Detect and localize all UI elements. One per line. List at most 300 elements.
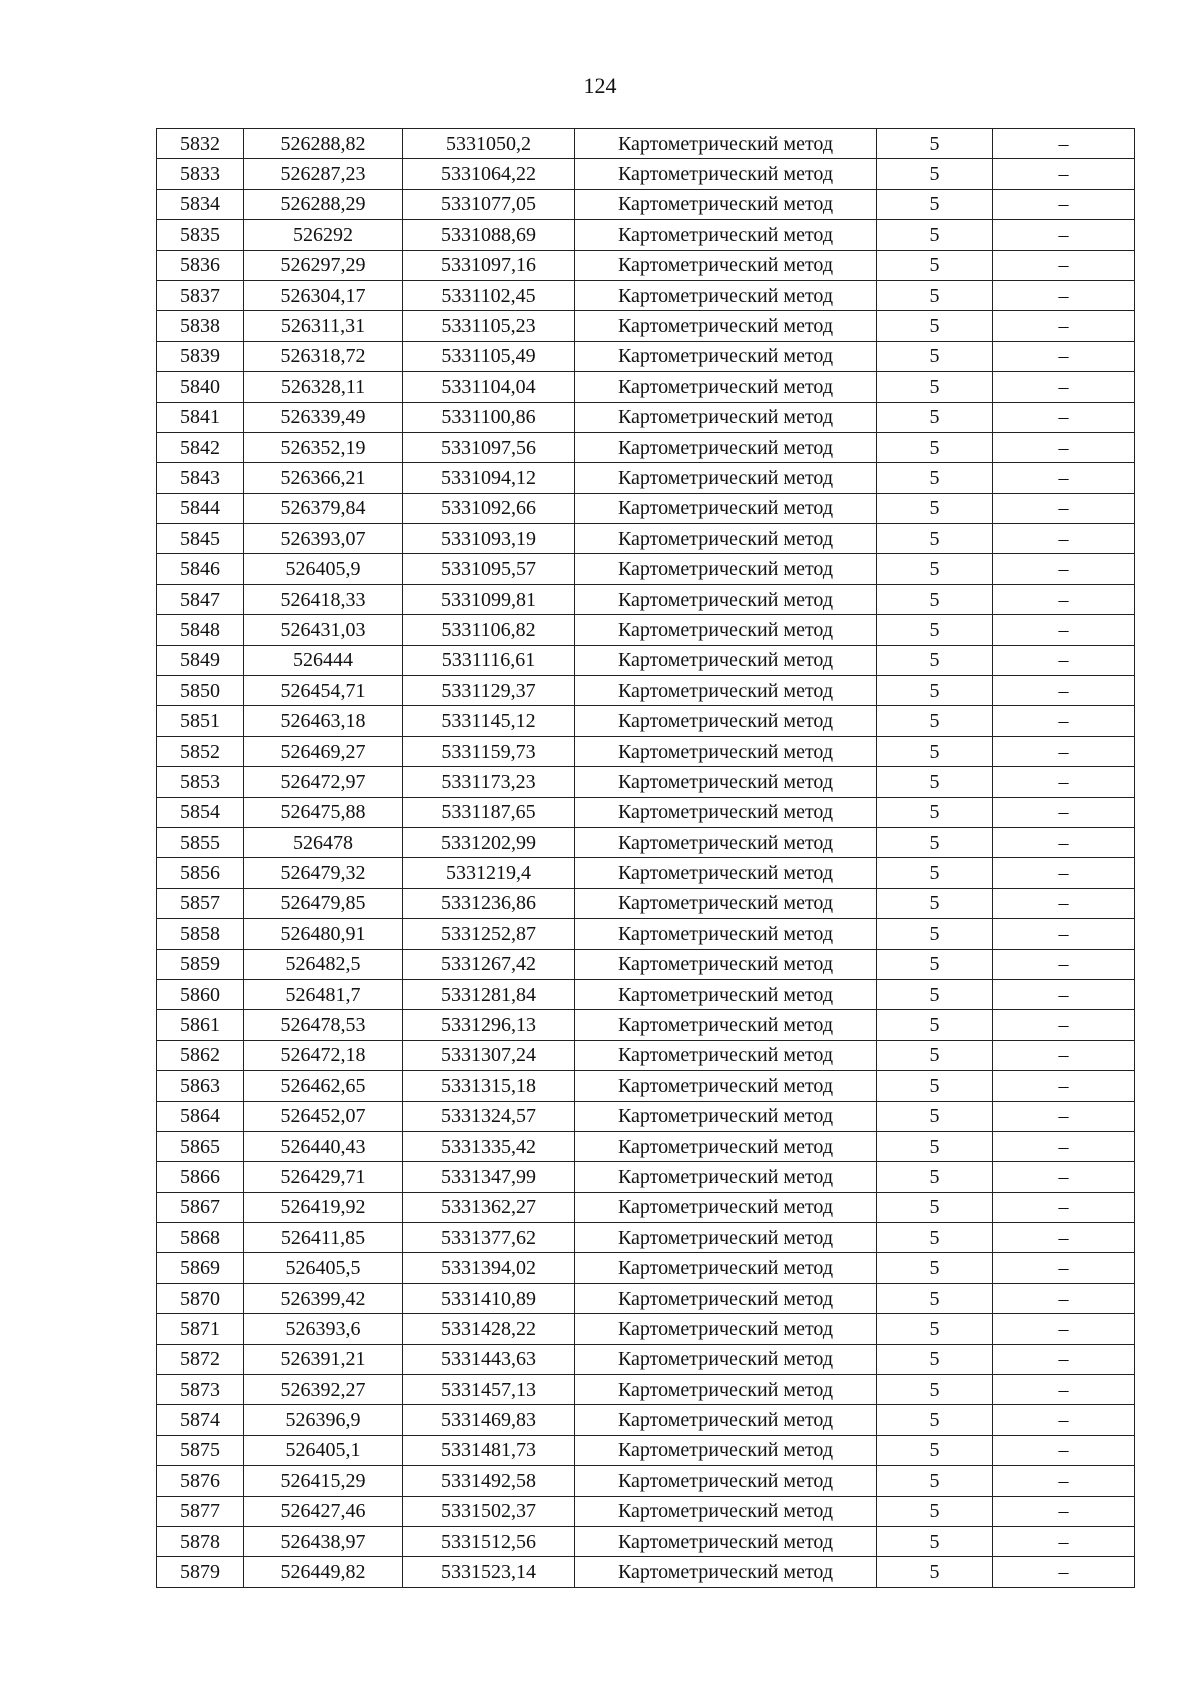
method-cell: Картометрический метод	[575, 1557, 877, 1587]
y-coordinate-cell: 5331102,45	[403, 280, 575, 310]
accuracy-cell: 5	[877, 1253, 993, 1283]
method-cell: Картометрический метод	[575, 341, 877, 371]
point-number-cell: 5847	[157, 584, 244, 614]
accuracy-cell: 5	[877, 676, 993, 706]
table-row	[157, 1435, 1135, 1465]
y-coordinate-cell: 5331100,86	[403, 402, 575, 432]
description-cell: –	[993, 1040, 1135, 1070]
table-row	[157, 645, 1135, 675]
description-cell: –	[993, 1375, 1135, 1405]
point-number-cell: 5843	[157, 463, 244, 493]
accuracy-cell: 5	[877, 1162, 993, 1192]
table-row	[157, 676, 1135, 706]
description-cell: –	[993, 189, 1135, 219]
accuracy-cell: 5	[877, 402, 993, 432]
y-coordinate-cell: 5331202,99	[403, 827, 575, 857]
description-cell: –	[993, 1071, 1135, 1101]
method-cell: Картометрический метод	[575, 827, 877, 857]
method-cell: Картометрический метод	[575, 280, 877, 310]
accuracy-cell: 5	[877, 280, 993, 310]
x-coordinate-cell: 526352,19	[244, 432, 403, 462]
y-coordinate-cell: 5331362,27	[403, 1192, 575, 1222]
y-coordinate-cell: 5331094,12	[403, 463, 575, 493]
point-number-cell: 5834	[157, 189, 244, 219]
y-coordinate-cell: 5331077,05	[403, 189, 575, 219]
x-coordinate-cell: 526438,97	[244, 1526, 403, 1556]
accuracy-cell: 5	[877, 189, 993, 219]
point-number-cell: 5841	[157, 402, 244, 432]
description-cell: –	[993, 736, 1135, 766]
point-number-cell: 5851	[157, 706, 244, 736]
x-coordinate-cell: 526469,27	[244, 736, 403, 766]
y-coordinate-cell: 5331219,4	[403, 858, 575, 888]
table-row	[157, 1466, 1135, 1496]
description-cell: –	[993, 676, 1135, 706]
x-coordinate-cell: 526288,82	[244, 129, 403, 159]
y-coordinate-cell: 5331099,81	[403, 584, 575, 614]
y-coordinate-cell: 5331296,13	[403, 1010, 575, 1040]
accuracy-cell: 5	[877, 1405, 993, 1435]
x-coordinate-cell: 526480,91	[244, 919, 403, 949]
method-cell: Картометрический метод	[575, 1162, 877, 1192]
y-coordinate-cell: 5331324,57	[403, 1101, 575, 1131]
description-cell: –	[993, 250, 1135, 280]
point-number-cell: 5852	[157, 736, 244, 766]
point-number-cell: 5850	[157, 676, 244, 706]
method-cell: Картометрический метод	[575, 706, 877, 736]
description-cell: –	[993, 615, 1135, 645]
x-coordinate-cell: 526429,71	[244, 1162, 403, 1192]
description-cell: –	[993, 129, 1135, 159]
description-cell: –	[993, 1435, 1135, 1465]
x-coordinate-cell: 526304,17	[244, 280, 403, 310]
y-coordinate-cell: 5331281,84	[403, 979, 575, 1009]
page-number: 124	[583, 73, 617, 98]
point-number-cell: 5867	[157, 1192, 244, 1222]
x-coordinate-cell: 526454,71	[244, 676, 403, 706]
point-number-cell: 5846	[157, 554, 244, 584]
point-number-cell: 5864	[157, 1101, 244, 1131]
description-cell: –	[993, 159, 1135, 189]
table-row	[157, 827, 1135, 857]
method-cell: Картометрический метод	[575, 584, 877, 614]
method-cell: Картометрический метод	[575, 1040, 877, 1070]
accuracy-cell: 5	[877, 979, 993, 1009]
point-number-cell: 5875	[157, 1435, 244, 1465]
table-row	[157, 1557, 1135, 1587]
method-cell: Картометрический метод	[575, 129, 877, 159]
table-row	[157, 736, 1135, 766]
description-cell: –	[993, 493, 1135, 523]
x-coordinate-cell: 526396,9	[244, 1405, 403, 1435]
x-coordinate-cell: 526481,7	[244, 979, 403, 1009]
table-row	[157, 1040, 1135, 1070]
accuracy-cell: 5	[877, 1283, 993, 1313]
method-cell: Картометрический метод	[575, 919, 877, 949]
table-row	[157, 979, 1135, 1009]
description-cell: –	[993, 341, 1135, 371]
method-cell: Картометрический метод	[575, 1253, 877, 1283]
x-coordinate-cell: 526366,21	[244, 463, 403, 493]
description-cell: –	[993, 1223, 1135, 1253]
method-cell: Картометрический метод	[575, 1101, 877, 1131]
y-coordinate-cell: 5331335,42	[403, 1131, 575, 1161]
accuracy-cell: 5	[877, 463, 993, 493]
point-number-cell: 5835	[157, 220, 244, 250]
accuracy-cell: 5	[877, 1010, 993, 1040]
x-coordinate-cell: 526405,9	[244, 554, 403, 584]
description-cell: –	[993, 858, 1135, 888]
method-cell: Картометрический метод	[575, 1375, 877, 1405]
point-number-cell: 5868	[157, 1223, 244, 1253]
table-row	[157, 858, 1135, 888]
x-coordinate-cell: 526297,29	[244, 250, 403, 280]
method-cell: Картометрический метод	[575, 159, 877, 189]
x-coordinate-cell: 526427,46	[244, 1496, 403, 1526]
accuracy-cell: 5	[877, 949, 993, 979]
description-cell: –	[993, 706, 1135, 736]
accuracy-cell: 5	[877, 1435, 993, 1465]
description-cell: –	[993, 1526, 1135, 1556]
y-coordinate-cell: 5331187,65	[403, 797, 575, 827]
point-number-cell: 5858	[157, 919, 244, 949]
point-number-cell: 5874	[157, 1405, 244, 1435]
point-number-cell: 5866	[157, 1162, 244, 1192]
y-coordinate-cell: 5331394,02	[403, 1253, 575, 1283]
point-number-cell: 5860	[157, 979, 244, 1009]
table-row	[157, 1101, 1135, 1131]
table-row	[157, 524, 1135, 554]
point-number-cell: 5859	[157, 949, 244, 979]
table-row	[157, 949, 1135, 979]
accuracy-cell: 5	[877, 372, 993, 402]
point-number-cell: 5865	[157, 1131, 244, 1161]
method-cell: Картометрический метод	[575, 797, 877, 827]
description-cell: –	[993, 432, 1135, 462]
x-coordinate-cell: 526328,11	[244, 372, 403, 402]
table-row	[157, 432, 1135, 462]
description-cell: –	[993, 919, 1135, 949]
y-coordinate-cell: 5331104,04	[403, 372, 575, 402]
point-number-cell: 5855	[157, 827, 244, 857]
method-cell: Картометрический метод	[575, 1192, 877, 1222]
accuracy-cell: 5	[877, 129, 993, 159]
coordinates-table-body	[157, 129, 1135, 1588]
table-row	[157, 584, 1135, 614]
table-row	[157, 1223, 1135, 1253]
x-coordinate-cell: 526405,1	[244, 1435, 403, 1465]
method-cell: Картометрический метод	[575, 736, 877, 766]
accuracy-cell: 5	[877, 1071, 993, 1101]
table-row	[157, 1314, 1135, 1344]
accuracy-cell: 5	[877, 615, 993, 645]
y-coordinate-cell: 5331105,23	[403, 311, 575, 341]
description-cell: –	[993, 1405, 1135, 1435]
method-cell: Картометрический метод	[575, 311, 877, 341]
description-cell: –	[993, 888, 1135, 918]
accuracy-cell: 5	[877, 1375, 993, 1405]
table-row	[157, 280, 1135, 310]
y-coordinate-cell: 5331469,83	[403, 1405, 575, 1435]
y-coordinate-cell: 5331050,2	[403, 129, 575, 159]
method-cell: Картометрический метод	[575, 979, 877, 1009]
description-cell: –	[993, 1283, 1135, 1313]
y-coordinate-cell: 5331097,56	[403, 432, 575, 462]
description-cell: –	[993, 524, 1135, 554]
description-cell: –	[993, 1557, 1135, 1587]
point-number-cell: 5862	[157, 1040, 244, 1070]
accuracy-cell: 5	[877, 432, 993, 462]
accuracy-cell: 5	[877, 919, 993, 949]
x-coordinate-cell: 526311,31	[244, 311, 403, 341]
method-cell: Картометрический метод	[575, 524, 877, 554]
point-number-cell: 5854	[157, 797, 244, 827]
point-number-cell: 5857	[157, 888, 244, 918]
y-coordinate-cell: 5331410,89	[403, 1283, 575, 1313]
method-cell: Картометрический метод	[575, 1466, 877, 1496]
y-coordinate-cell: 5331377,62	[403, 1223, 575, 1253]
y-coordinate-cell: 5331159,73	[403, 736, 575, 766]
point-number-cell: 5836	[157, 250, 244, 280]
accuracy-cell: 5	[877, 1101, 993, 1131]
method-cell: Картометрический метод	[575, 767, 877, 797]
accuracy-cell: 5	[877, 1040, 993, 1070]
y-coordinate-cell: 5331443,63	[403, 1344, 575, 1374]
x-coordinate-cell: 526288,29	[244, 189, 403, 219]
y-coordinate-cell: 5331252,87	[403, 919, 575, 949]
description-cell: –	[993, 1162, 1135, 1192]
x-coordinate-cell: 526475,88	[244, 797, 403, 827]
point-number-cell: 5840	[157, 372, 244, 402]
method-cell: Картометрический метод	[575, 493, 877, 523]
accuracy-cell: 5	[877, 645, 993, 675]
accuracy-cell: 5	[877, 524, 993, 554]
accuracy-cell: 5	[877, 1466, 993, 1496]
accuracy-cell: 5	[877, 250, 993, 280]
description-cell: –	[993, 1466, 1135, 1496]
x-coordinate-cell: 526392,27	[244, 1375, 403, 1405]
description-cell: –	[993, 949, 1135, 979]
y-coordinate-cell: 5331512,56	[403, 1526, 575, 1556]
table-row	[157, 341, 1135, 371]
accuracy-cell: 5	[877, 1314, 993, 1344]
point-number-cell: 5877	[157, 1496, 244, 1526]
y-coordinate-cell: 5331457,13	[403, 1375, 575, 1405]
x-coordinate-cell: 526418,33	[244, 584, 403, 614]
accuracy-cell: 5	[877, 311, 993, 341]
y-coordinate-cell: 5331093,19	[403, 524, 575, 554]
y-coordinate-cell: 5331307,24	[403, 1040, 575, 1070]
x-coordinate-cell: 526462,65	[244, 1071, 403, 1101]
table-row	[157, 402, 1135, 432]
coordinates-table	[156, 128, 1135, 1588]
table-row	[157, 311, 1135, 341]
x-coordinate-cell: 526431,03	[244, 615, 403, 645]
x-coordinate-cell: 526479,32	[244, 858, 403, 888]
description-cell: –	[993, 767, 1135, 797]
table-row	[157, 554, 1135, 584]
y-coordinate-cell: 5331064,22	[403, 159, 575, 189]
table-row	[157, 1496, 1135, 1526]
table-row	[157, 1071, 1135, 1101]
description-cell: –	[993, 463, 1135, 493]
table-row	[157, 1526, 1135, 1556]
accuracy-cell: 5	[877, 706, 993, 736]
table-row	[157, 1131, 1135, 1161]
x-coordinate-cell: 526318,72	[244, 341, 403, 371]
description-cell: –	[993, 1496, 1135, 1526]
y-coordinate-cell: 5331502,37	[403, 1496, 575, 1526]
x-coordinate-cell: 526287,23	[244, 159, 403, 189]
table-row	[157, 767, 1135, 797]
x-coordinate-cell: 526463,18	[244, 706, 403, 736]
point-number-cell: 5848	[157, 615, 244, 645]
point-number-cell: 5853	[157, 767, 244, 797]
y-coordinate-cell: 5331145,12	[403, 706, 575, 736]
accuracy-cell: 5	[877, 1526, 993, 1556]
x-coordinate-cell: 526449,82	[244, 1557, 403, 1587]
y-coordinate-cell: 5331105,49	[403, 341, 575, 371]
table-row	[157, 250, 1135, 280]
x-coordinate-cell: 526411,85	[244, 1223, 403, 1253]
method-cell: Картометрический метод	[575, 888, 877, 918]
table-row	[157, 372, 1135, 402]
y-coordinate-cell: 5331095,57	[403, 554, 575, 584]
accuracy-cell: 5	[877, 1344, 993, 1374]
method-cell: Картометрический метод	[575, 189, 877, 219]
x-coordinate-cell: 526405,5	[244, 1253, 403, 1283]
accuracy-cell: 5	[877, 1557, 993, 1587]
table-row	[157, 797, 1135, 827]
x-coordinate-cell: 526472,18	[244, 1040, 403, 1070]
x-coordinate-cell: 526452,07	[244, 1101, 403, 1131]
description-cell: –	[993, 827, 1135, 857]
table-row	[157, 220, 1135, 250]
method-cell: Картометрический метод	[575, 949, 877, 979]
y-coordinate-cell: 5331492,58	[403, 1466, 575, 1496]
x-coordinate-cell: 526415,29	[244, 1466, 403, 1496]
table-row	[157, 1344, 1135, 1374]
accuracy-cell: 5	[877, 1223, 993, 1253]
accuracy-cell: 5	[877, 736, 993, 766]
point-number-cell: 5869	[157, 1253, 244, 1283]
y-coordinate-cell: 5331236,86	[403, 888, 575, 918]
description-cell: –	[993, 311, 1135, 341]
table-row	[157, 1405, 1135, 1435]
method-cell: Картометрический метод	[575, 1071, 877, 1101]
y-coordinate-cell: 5331106,82	[403, 615, 575, 645]
x-coordinate-cell: 526393,6	[244, 1314, 403, 1344]
y-coordinate-cell: 5331116,61	[403, 645, 575, 675]
accuracy-cell: 5	[877, 584, 993, 614]
x-coordinate-cell: 526444	[244, 645, 403, 675]
y-coordinate-cell: 5331088,69	[403, 220, 575, 250]
description-cell: –	[993, 220, 1135, 250]
method-cell: Картометрический метод	[575, 676, 877, 706]
description-cell: –	[993, 1344, 1135, 1374]
table-row	[157, 1283, 1135, 1313]
point-number-cell: 5872	[157, 1344, 244, 1374]
table-row	[157, 1010, 1135, 1040]
accuracy-cell: 5	[877, 888, 993, 918]
description-cell: –	[993, 1010, 1135, 1040]
point-number-cell: 5871	[157, 1314, 244, 1344]
x-coordinate-cell: 526419,92	[244, 1192, 403, 1222]
x-coordinate-cell: 526478,53	[244, 1010, 403, 1040]
table-row	[157, 159, 1135, 189]
accuracy-cell: 5	[877, 767, 993, 797]
method-cell: Картометрический метод	[575, 1131, 877, 1161]
accuracy-cell: 5	[877, 1131, 993, 1161]
point-number-cell: 5876	[157, 1466, 244, 1496]
accuracy-cell: 5	[877, 554, 993, 584]
method-cell: Картометрический метод	[575, 432, 877, 462]
method-cell: Картометрический метод	[575, 463, 877, 493]
accuracy-cell: 5	[877, 493, 993, 523]
table-row	[157, 888, 1135, 918]
description-cell: –	[993, 402, 1135, 432]
x-coordinate-cell: 526379,84	[244, 493, 403, 523]
table-row	[157, 463, 1135, 493]
method-cell: Картометрический метод	[575, 1283, 877, 1313]
method-cell: Картометрический метод	[575, 220, 877, 250]
point-number-cell: 5873	[157, 1375, 244, 1405]
table-row	[157, 706, 1135, 736]
point-number-cell: 5833	[157, 159, 244, 189]
accuracy-cell: 5	[877, 1496, 993, 1526]
method-cell: Картометрический метод	[575, 554, 877, 584]
method-cell: Картометрический метод	[575, 1405, 877, 1435]
accuracy-cell: 5	[877, 858, 993, 888]
accuracy-cell: 5	[877, 159, 993, 189]
method-cell: Картометрический метод	[575, 1223, 877, 1253]
y-coordinate-cell: 5331267,42	[403, 949, 575, 979]
description-cell: –	[993, 1192, 1135, 1222]
accuracy-cell: 5	[877, 1192, 993, 1222]
accuracy-cell: 5	[877, 341, 993, 371]
description-cell: –	[993, 645, 1135, 675]
method-cell: Картометрический метод	[575, 402, 877, 432]
table-row	[157, 189, 1135, 219]
point-number-cell: 5837	[157, 280, 244, 310]
x-coordinate-cell: 526440,43	[244, 1131, 403, 1161]
point-number-cell: 5839	[157, 341, 244, 371]
description-cell: –	[993, 280, 1135, 310]
point-number-cell: 5861	[157, 1010, 244, 1040]
method-cell: Картометрический метод	[575, 1010, 877, 1040]
point-number-cell: 5863	[157, 1071, 244, 1101]
x-coordinate-cell: 526391,21	[244, 1344, 403, 1374]
table-row	[157, 1192, 1135, 1222]
accuracy-cell: 5	[877, 827, 993, 857]
point-number-cell: 5870	[157, 1283, 244, 1313]
x-coordinate-cell: 526292	[244, 220, 403, 250]
method-cell: Картометрический метод	[575, 1496, 877, 1526]
table-row	[157, 129, 1135, 159]
y-coordinate-cell: 5331428,22	[403, 1314, 575, 1344]
table-row	[157, 493, 1135, 523]
point-number-cell: 5879	[157, 1557, 244, 1587]
method-cell: Картометрический метод	[575, 1526, 877, 1556]
description-cell: –	[993, 979, 1135, 1009]
description-cell: –	[993, 372, 1135, 402]
accuracy-cell: 5	[877, 220, 993, 250]
x-coordinate-cell: 526479,85	[244, 888, 403, 918]
description-cell: –	[993, 584, 1135, 614]
table-row	[157, 1375, 1135, 1405]
point-number-cell: 5845	[157, 524, 244, 554]
y-coordinate-cell: 5331315,18	[403, 1071, 575, 1101]
